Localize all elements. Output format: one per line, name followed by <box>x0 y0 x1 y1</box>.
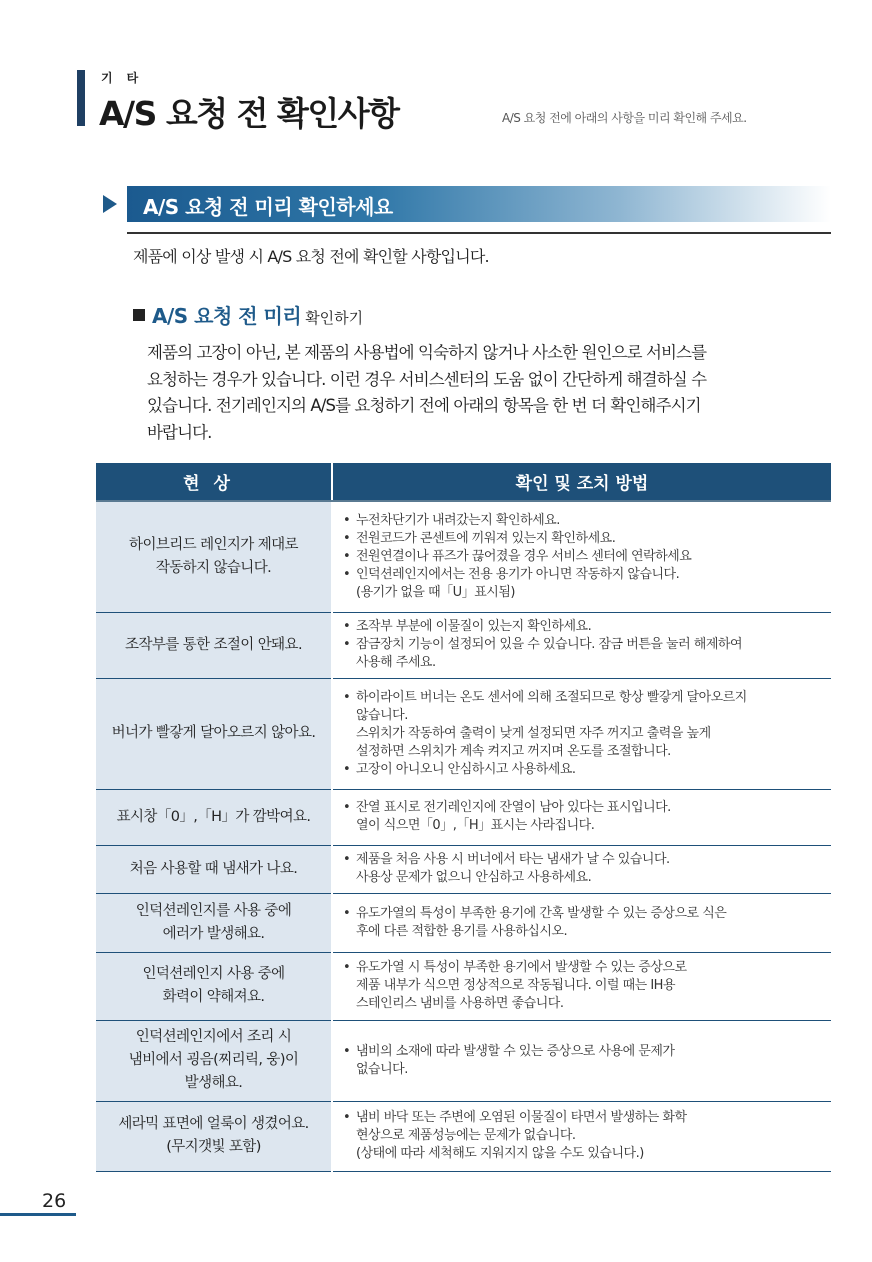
symptom-cell <box>96 952 332 1020</box>
symptom-line: 에러가 발생해요. <box>162 925 265 942</box>
symptom-cell <box>96 789 332 845</box>
action-continuation: (용기가 없을 때「U」표시됨) <box>356 584 515 600</box>
symptom-line: 인덕션레인지에서 조리 시 <box>135 1029 292 1045</box>
action-bullet: • 유도가열 시 특성이 부족한 용기에서 발생할 수 있는 증상으로 <box>339 959 825 977</box>
symptom-line: 발생해요. <box>184 1075 243 1091</box>
header-accent-bar <box>77 70 85 126</box>
symptom-line: 버너가 빨갛게 달아오르지 않아요. <box>111 725 316 741</box>
banner-divider <box>127 232 831 234</box>
action-bullet: • 잔열 표시로 전기레인지에 잔열이 남아 있다는 표시입니다. <box>339 799 825 817</box>
action-cell <box>332 789 831 845</box>
action-continuation: 열이 식으면「0」,「H」표시는 사라집니다. <box>356 818 595 833</box>
symptom-line: (무지갯빛 포함) <box>166 1139 261 1155</box>
action-cell <box>332 1020 831 1101</box>
action-continuation: 후에 다른 적합한 용기를 사용하십시오. <box>356 923 568 939</box>
symptom-cell <box>96 678 332 789</box>
troubleshooting-table <box>96 463 831 1172</box>
action-bullet: • 조작부 부분에 이물질이 있는지 확인하세요. <box>339 618 825 636</box>
table-row <box>96 678 831 789</box>
action-continuation: 사용해 주세요. <box>356 655 436 670</box>
symptom-line: 세라믹 표면에 얼룩이 생겼어요. <box>118 1116 309 1132</box>
action-continuation: 스위치가 작동하여 출력이 낮게 설정되면 자주 꺼지고 출력을 높게 <box>356 725 711 741</box>
paragraph-line: 요청하는 경우가 있습니다. 이런 경우 서비스센터의 도움 없이 간단하게 해결하실 수 <box>147 369 707 389</box>
action-bullet: • 냄비의 소재에 따라 발생할 수 있는 증상으로 사용에 문제가 <box>339 1043 825 1061</box>
action-bullet: • 유도가열의 특성이 부족한 용기에 간혹 발생할 수 있는 증상으로 식은 <box>339 905 825 923</box>
sub-heading <box>133 300 363 329</box>
symptom-line: 냄비에서 굉음(찌리릭, 웅)이 <box>128 1052 299 1068</box>
symptom-line: 인덕션레인지 사용 중에 <box>142 966 285 982</box>
table-row <box>96 952 831 1020</box>
action-continuation: 않습니다. <box>356 707 408 723</box>
table-row <box>96 501 831 612</box>
action-cell <box>332 501 831 612</box>
header-action: 확인 및 조치 방법 <box>332 463 831 501</box>
action-bullet: • 인덕션레인지에서는 전용 용기가 아니면 작동하지 않습니다. <box>339 566 825 584</box>
symptom-line: 표시창「0」,「H」가 깜박여요. <box>116 808 311 825</box>
section-banner <box>103 186 831 234</box>
intro-paragraph <box>147 340 807 446</box>
symptom-line: 처음 사용할 때 냄새가 나요. <box>129 860 298 877</box>
page-number: 26 <box>42 1190 67 1212</box>
banner-title: A/S 요청 전 미리 확인하세요 <box>143 195 393 219</box>
action-continuation: (상태에 따라 세척해도 지워지지 않을 수도 있습니다.) <box>356 1146 644 1161</box>
action-continuation: 스테인리스 냄비를 사용하면 좋습니다. <box>356 996 564 1011</box>
symptom-cell <box>96 612 332 678</box>
action-bullet: • 제품을 처음 사용 시 버너에서 타는 냄새가 날 수 있습니다. <box>339 851 825 869</box>
symptom-cell <box>96 501 332 612</box>
paragraph-line: 바랍니다. <box>147 422 212 442</box>
banner-box <box>127 186 831 222</box>
table-row <box>96 845 831 893</box>
sub-heading-strong: A/S 요청 전 미리 <box>152 304 302 328</box>
table-row <box>96 1020 831 1101</box>
page-title: A/S 요청 전 확인사항 <box>99 94 399 133</box>
table-row <box>96 1101 831 1171</box>
intro-text: 제품에 이상 발생 시 A/S 요청 전에 확인할 사항입니다. <box>133 247 489 266</box>
symptom-line: 인덕션레인지를 사용 중에 <box>135 902 292 919</box>
action-continuation: 제품 내부가 식으면 정상적으로 작동됩니다. 이럴 때는 IH용 <box>356 978 676 993</box>
square-bullet-icon <box>133 309 145 321</box>
paragraph-line: 있습니다. 전기레인지의 A/S를 요청하기 전에 아래의 항목을 한 번 더 확인해주시기 <box>147 396 701 415</box>
table-row <box>96 789 831 845</box>
action-continuation: 설정하면 스위치가 계속 켜지고 꺼지며 온도를 조절합니다. <box>356 743 671 759</box>
action-cell <box>332 952 831 1020</box>
header-symptom: 현상 <box>96 463 332 501</box>
action-cell <box>332 893 831 952</box>
symptom-cell <box>96 893 332 952</box>
symptom-line: 조작부를 통한 조절이 안돼요. <box>125 636 302 653</box>
action-bullet: • 누전차단기가 내려갔는지 확인하세요. <box>339 512 825 530</box>
symptom-cell <box>96 1101 332 1171</box>
table-row <box>96 612 831 678</box>
section-label: 기타 <box>101 71 153 85</box>
table-header-row <box>96 463 831 501</box>
page-subtitle: A/S 요청 전에 아래의 사항을 미리 확인해 주세요. <box>502 111 747 125</box>
action-bullet: • 전원연결이나 퓨즈가 끊어졌을 경우 서비스 센터에 연락하세요 <box>339 548 825 566</box>
action-bullet: • 잠금장치 기능이 설정되어 있을 수 있습니다. 잠금 버튼을 눌러 해제하여 <box>339 636 825 654</box>
table-row <box>96 893 831 952</box>
action-cell <box>332 678 831 789</box>
symptom-cell <box>96 845 332 893</box>
page-number-rule <box>0 1213 76 1216</box>
symptom-line: 하이브리드 레인지가 제대로 <box>129 536 298 553</box>
action-bullet: • 전원코드가 콘센트에 끼워져 있는지 확인하세요. <box>339 530 825 548</box>
symptom-line: 화력이 약해져요. <box>162 989 265 1005</box>
sub-heading-rest: 확인하기 <box>305 309 364 327</box>
action-cell <box>332 1101 831 1171</box>
symptom-cell <box>96 1020 332 1101</box>
action-bullet: • 냄비 바닥 또는 주변에 오염된 이물질이 타면서 발생하는 화학 <box>339 1109 825 1127</box>
symptom-line: 작동하지 않습니다. <box>155 559 272 576</box>
action-cell <box>332 612 831 678</box>
action-continuation: 현상으로 제품성능에는 문제가 없습니다. <box>356 1128 576 1143</box>
action-bullet: • 고장이 아니오니 안심하시고 사용하세요. <box>339 761 825 779</box>
action-bullet: • 하이라이트 버너는 온도 센서에 의해 조절되므로 항상 빨갛게 달아오르지 <box>339 689 825 707</box>
action-continuation: 사용상 문제가 없으니 안심하고 사용하세요. <box>356 870 592 885</box>
action-cell <box>332 845 831 893</box>
action-continuation: 없습니다. <box>356 1061 408 1077</box>
paragraph-line: 제품의 고장이 아닌, 본 제품의 사용법에 익숙하지 않거나 사소한 원인으로 서비스를 <box>147 343 707 362</box>
triangle-arrow-icon <box>103 195 117 213</box>
